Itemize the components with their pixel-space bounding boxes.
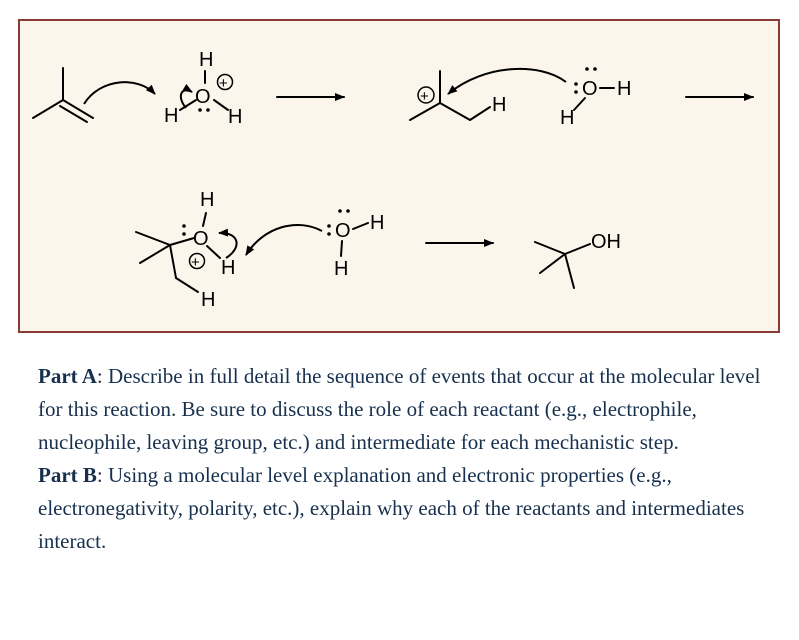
svg-text:+: +: [191, 254, 200, 271]
atom-o: O: [193, 228, 209, 250]
water-molecule: [327, 209, 384, 280]
question-text: [38, 360, 778, 558]
atom-h: H: [201, 289, 216, 311]
svg-text:+: +: [219, 75, 228, 92]
atom-h: H: [370, 212, 385, 234]
atom-h: H: [200, 189, 215, 211]
curved-arrow-oh-bond-to-o: [219, 233, 237, 258]
atom-h: H: [617, 78, 632, 100]
atom-h: H: [164, 105, 179, 127]
part-b-text: : Using a molecular level explanation and electronic properties (e.g., electronegativity, polarity, etc.), explain why each of the reactants and intermediates interact.: [38, 463, 745, 553]
tert-butyl-cation: [410, 71, 506, 120]
part-a-text: : Describe in full detail the sequence of events that occur at the molecular level for this reaction. Be sure to discuss the role of each reactant (e.g., electrophile, nucleophile, leaving group, etc.) and intermediate for each mechanistic step.: [38, 364, 761, 454]
atom-h: H: [560, 107, 575, 129]
svg-text:+: +: [420, 88, 429, 105]
atom-h: H: [199, 49, 214, 71]
part-a: [38, 360, 778, 459]
part-b: [38, 459, 778, 558]
curved-arrow-water-attacks-cation: [448, 69, 566, 94]
atom-h: H: [221, 257, 236, 279]
hydroxyl-label: OH: [591, 231, 621, 253]
atom-h: H: [334, 258, 349, 280]
hydronium-ion: [164, 49, 242, 128]
atom-h: H: [492, 94, 507, 116]
atom-o: O: [195, 86, 211, 108]
water-molecule: [560, 67, 631, 129]
isobutylene-structure: [33, 68, 93, 122]
curved-arrow-water-removes-h: [246, 225, 322, 255]
part-b-label: Part B: [38, 463, 97, 487]
tert-butanol-product: [535, 231, 621, 288]
atom-h: H: [228, 106, 243, 128]
atom-o: O: [582, 78, 598, 100]
part-a-label: Part A: [38, 364, 97, 388]
curved-arrow-pi-to-h: [84, 82, 155, 104]
atom-o: O: [335, 220, 351, 242]
oxonium-intermediate: [136, 189, 237, 311]
